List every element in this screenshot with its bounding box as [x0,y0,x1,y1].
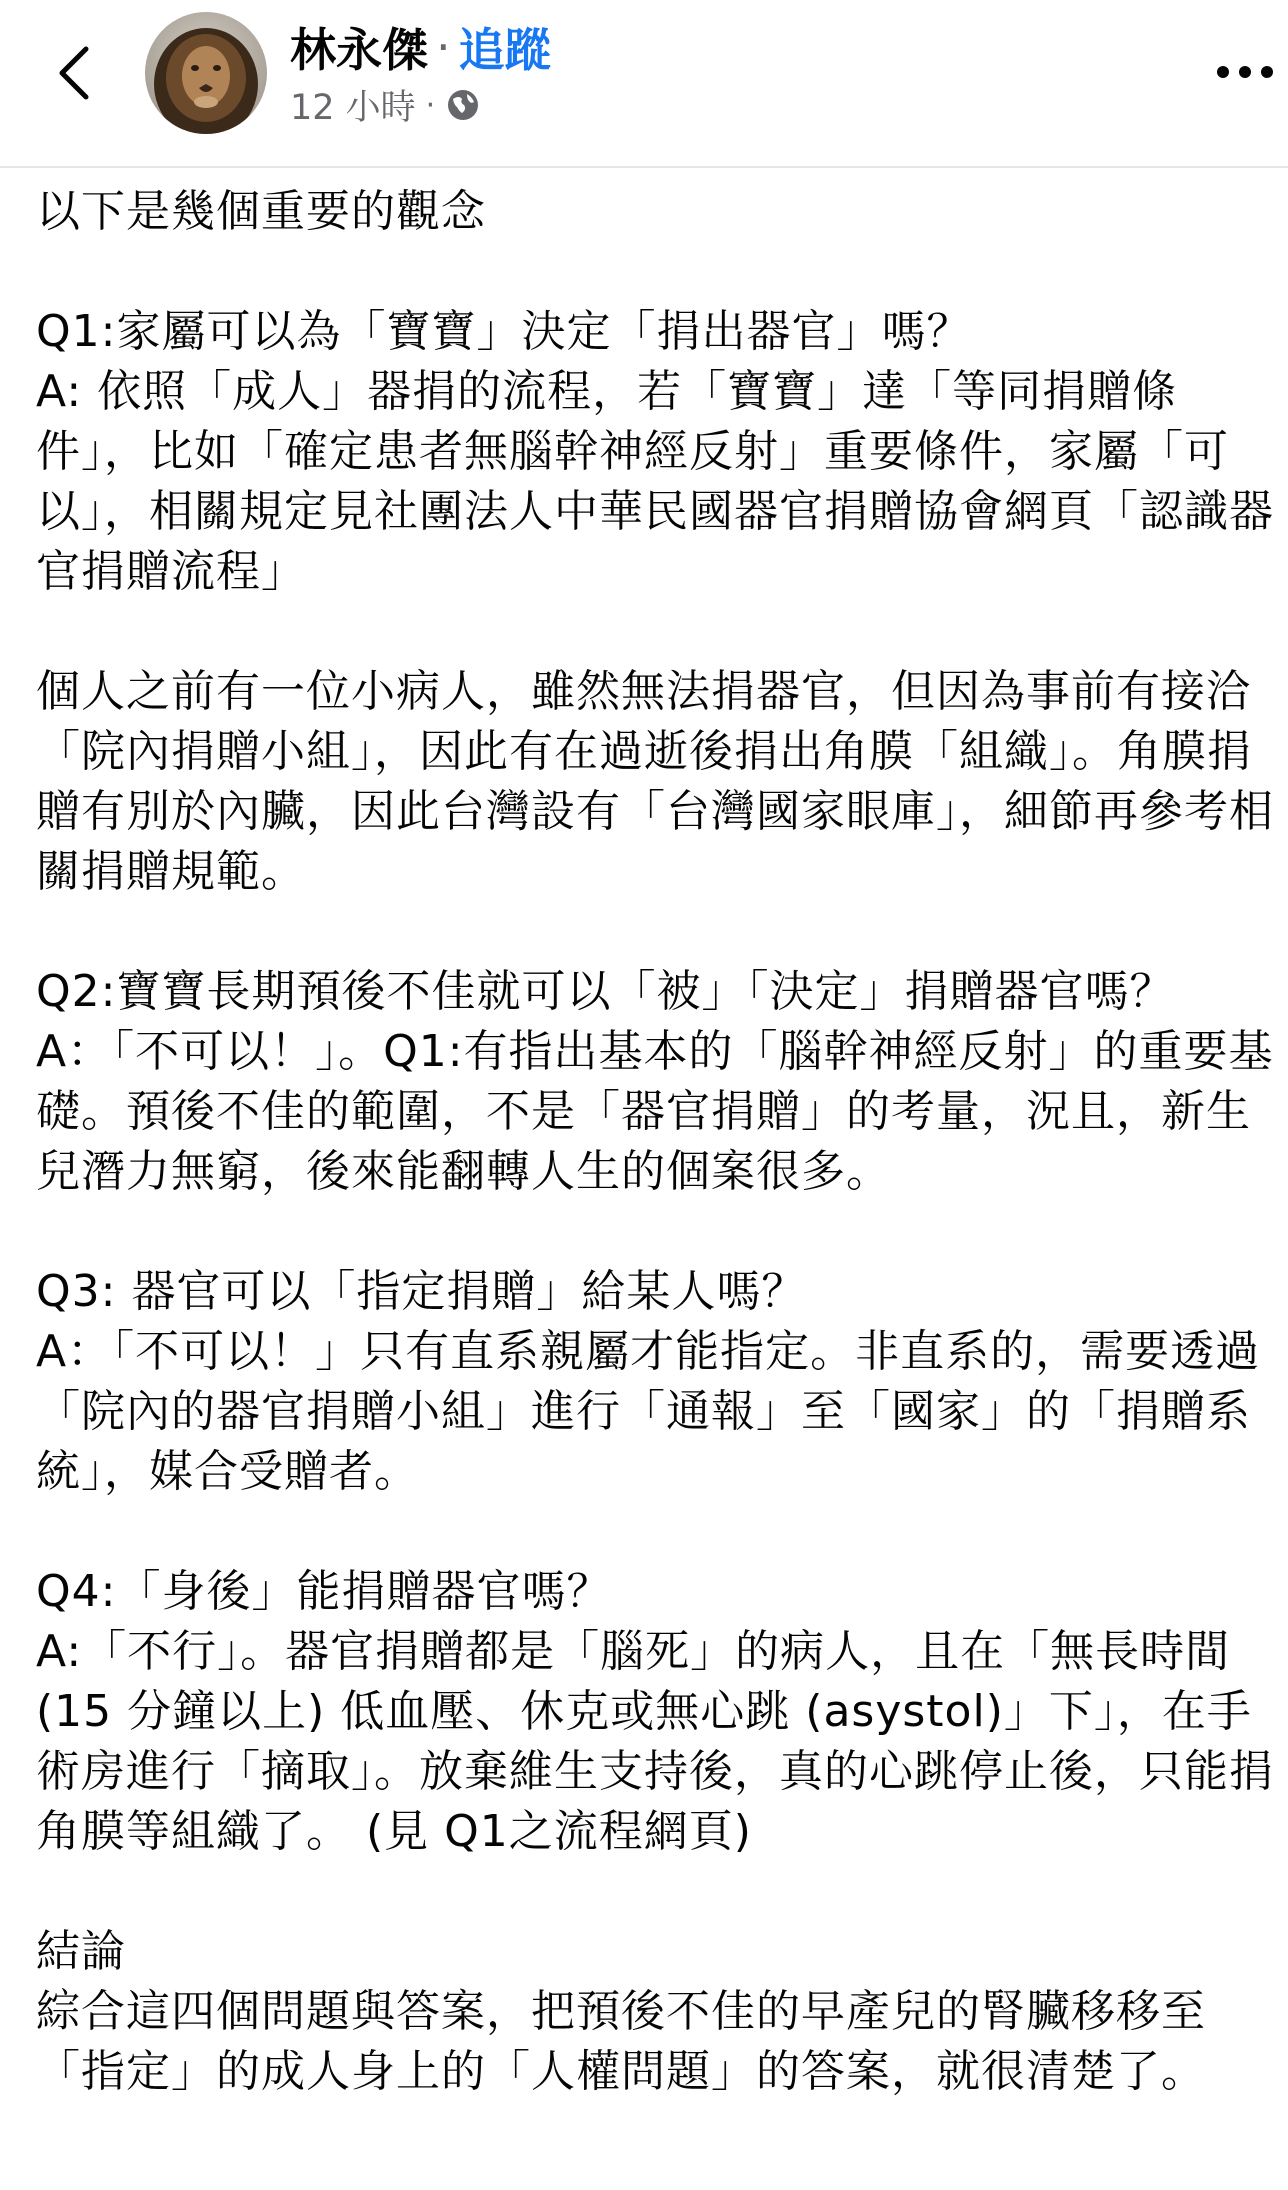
lion-avatar-image [145,12,267,134]
post-paragraph-q1: Q1:家屬可以為「寶寶」決定「捐出器官」嗎？ A: 依照「成人」器捐的流程，若「寶寶」達「等同捐贈條件」，比如「確定患者無腦幹神經反射」重要條件，家屬「可以」，相關規定見社團法人中華民國器官捐贈協會網頁「認識器官捐贈流程」 [36,306,1274,597]
post-header [0,0,1288,168]
back-button[interactable] [46,38,102,108]
more-options-button[interactable] [1210,44,1280,100]
globe-icon [445,87,481,123]
post-meta [290,80,481,130]
chevron-left-icon [56,45,92,101]
post-paragraph-conclusion: 結論 綜合這四個問題與答案，把預後不佳的早產兒的腎臟移移至「指定」的成人身上的「人權問題」的答案，就很清楚了。 [36,1926,1206,2097]
post-paragraph-intro: 以下是幾個重要的觀念 [36,186,486,237]
post-paragraph-q4: Q4:「身後」能捐贈器官嗎？ A:「不行」。器官捐贈都是「腦死」的病人，且在「無長時間 (15 分鐘以上) 低血壓、休克或無心跳 (asystol)」下」，在手術房進行「摘取」。放棄維生支持後，真的心跳停止後，只能捐角膜等組織了。 (見 Q1之流程網頁) [36,1566,1274,1857]
author-row [290,14,551,80]
avatar[interactable] [145,12,267,134]
post-timestamp[interactable]: 12 小時 [290,88,416,128]
post-paragraph-q3: Q3: 器官可以「指定捐贈」給某人嗎？ A：「不可以！」只有直系親屬才能指定。非直系的，需要透過「院內的器官捐贈小組」進行「通報」至「國家」的「捐贈系統」，媒合受贈者。 [36,1266,1261,1497]
follow-link[interactable]: 追蹤 [458,23,551,77]
more-horizontal-icon [1215,64,1275,80]
author-name[interactable]: 林永傑 [290,23,428,77]
meta-separator: · [425,87,436,123]
post-paragraph-q2: Q2:寶寶長期預後不佳就可以「被」「決定」捐贈器官嗎？ A：「不可以！」。Q1:有指出基本的「腦幹神經反射」的重要基礎。預後不佳的範圍，不是「器官捐贈」的考量，況且，新生兒潛力無窮，後來能翻轉人生的個案很多。 [36,966,1274,1197]
post-body [36,182,1276,2172]
separator-dot: · [436,20,451,74]
post-paragraph-anecdote: 個人之前有一位小病人，雖然無法捐器官，但因為事前有接洽「院內捐贈小組」，因此有在過逝後捐出角膜「組織」。角膜捐贈有別於內臟，因此台灣設有「台灣國家眼庫」，細節再參考相關捐贈規範。 [36,666,1274,897]
